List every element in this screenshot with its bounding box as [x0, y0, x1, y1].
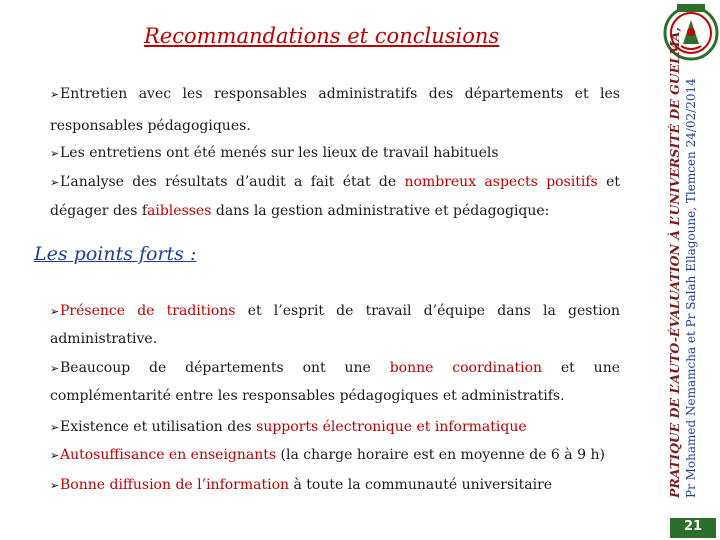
- bullet-text: Existence et utilisation des: [60, 419, 257, 435]
- highlight-text: Présence de traditions: [60, 303, 236, 319]
- highlight-text: supports électronique et informatique: [256, 419, 527, 435]
- bullet-lieux: [50, 144, 620, 163]
- bullet-coordination-cont: [50, 387, 620, 405]
- bullet-text: à toute la communauté universitaire: [289, 477, 553, 493]
- bullet-text: dans la gestion administrative et pédagogique:: [211, 203, 550, 219]
- page-number: 21: [683, 519, 703, 534]
- bullet-traditions: [50, 302, 620, 321]
- bullet-autosuffisance: [50, 446, 620, 465]
- bullet-coordination: [50, 359, 620, 378]
- bullet-text: Entretien avec les responsables administratifs des départements et les: [60, 86, 620, 102]
- bullet-text: complémentarité entre les responsables pédagogiques et administratifs.: [50, 388, 565, 404]
- bullet-analyse-cont: [50, 202, 620, 220]
- arrow-bullet-icon: ➢: [50, 479, 60, 492]
- bullet-text: Les entretiens ont été menés sur les lieux de travail habituels: [60, 145, 499, 161]
- bullet-text: responsables pédagogiques.: [50, 118, 251, 134]
- highlight-text: nombreux aspects positifs: [404, 174, 598, 190]
- bullet-supports: [50, 418, 620, 437]
- bullet-text: et: [597, 174, 620, 190]
- side-authors: Pr Mohamed Nemamcha et Pr Salah Ellagoune, Tlemcen 24/02/2014: [684, 78, 698, 498]
- bullet-text: (la charge horaire est en moyenne de 6 à 9 h): [276, 447, 605, 463]
- arrow-bullet-icon: ➢: [50, 362, 60, 375]
- slide-title: Recommandations et conclusions: [144, 24, 500, 48]
- bullet-text: et une: [542, 360, 620, 376]
- highlight-text: aiblesses: [147, 203, 212, 219]
- highlight-text: Bonne diffusion de l’information: [60, 477, 290, 493]
- arrow-bullet-icon: ➢: [50, 147, 60, 160]
- arrow-bullet-icon: ➢: [50, 88, 60, 101]
- arrow-bullet-icon: ➢: [50, 421, 60, 434]
- arrow-bullet-icon: ➢: [50, 449, 60, 462]
- bullet-diffusion: [50, 476, 620, 495]
- bullet-text: administrative.: [50, 331, 158, 347]
- arrow-bullet-icon: ➢: [50, 176, 60, 189]
- arrow-bullet-icon: ➢: [50, 305, 60, 318]
- highlight-text: bonne coordination: [389, 360, 543, 376]
- bullet-entretien: [50, 85, 620, 104]
- bullet-analyse: [50, 173, 620, 192]
- bullet-text: dégager des f: [50, 203, 148, 219]
- bullet-text: L’analyse des résultats d’audit a fait état de: [60, 174, 405, 190]
- bullet-text: Beaucoup de départements ont une: [60, 360, 390, 376]
- subtitle-points-forts: Les points forts :: [34, 243, 197, 265]
- highlight-text: Autosuffisance en enseignants: [60, 447, 277, 463]
- bullet-entretien-cont: [50, 117, 620, 135]
- bullet-traditions-cont: [50, 330, 620, 348]
- bullet-text: et l’esprit de travail d’équipe dans la gestion: [235, 303, 620, 319]
- side-title: PRATIQUE DE L’AUTO-ÉVALUATION À L’UNIVERSITÉ DE GUELMA,: [667, 27, 682, 498]
